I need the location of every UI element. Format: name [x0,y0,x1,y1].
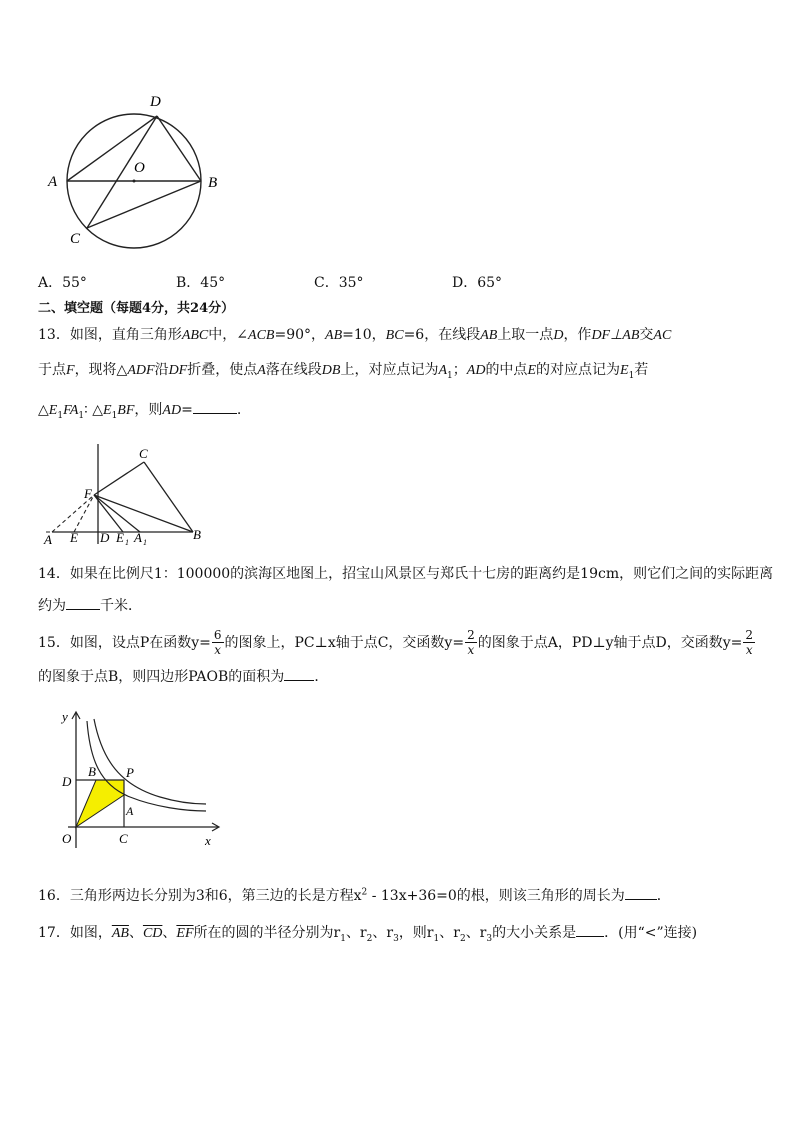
text: ABC [181,328,209,343]
label-c: C [70,231,81,247]
label-a1: A [134,530,142,545]
text: 、r [372,925,394,941]
text: BC [385,328,404,343]
text: 的图象于点B，则四边形PAOB的面积为 [38,669,285,685]
text: FA [63,403,79,418]
text: 、r [465,925,487,941]
answer-blank[interactable] [576,924,604,937]
label-e1: E [116,530,124,545]
option-c: C．35° [314,275,364,291]
subscript: 1 [628,370,635,381]
text: - 13x+36=0的根，则该三角形的周长为 [367,888,625,904]
answer-blank[interactable] [625,887,657,900]
text: 的中点 [485,362,528,378]
text: ．(用“<”连接) [604,925,698,941]
text: E [527,363,536,378]
subscript: 1 [340,933,346,944]
subscript: 1 [78,410,85,421]
option-b: B．45° [176,275,226,291]
numerator: 2 [467,627,475,642]
subscript: 3 [393,933,399,944]
q13-line1 [38,324,671,344]
superscript: 2 [361,887,368,898]
arc-cd: $\overline{CD}$ [142,926,163,941]
text: 16．三角形两边长分别为3和6，第三边的长是方程x [38,888,362,904]
label-e: E [70,530,78,545]
label-a: A [44,532,52,547]
text: BF [117,403,135,418]
text: =90°， [274,327,326,343]
label-b: B [88,764,96,779]
label-d: D [62,774,72,789]
text: AD [162,403,182,418]
denominator: x [214,642,222,657]
text: ，作 [563,327,592,343]
label-o: O [62,831,72,846]
text: E [103,403,112,418]
text: ，则r [398,925,434,941]
label-e1-sub: 1 [125,538,129,547]
numerator: 2 [745,627,754,642]
text: ． [314,669,329,685]
q15-graph-figure [50,705,230,855]
segment-fa1 [94,495,140,532]
option-a: A．55° [38,275,87,291]
q15-line1 [38,624,756,660]
text: ； [452,362,467,378]
text: 的大小关系是 [492,925,577,941]
text: E [48,403,58,418]
text: 、r [345,925,367,941]
q13-line3 [38,399,241,421]
label-p: P [126,765,134,780]
text: ． [656,888,671,904]
text: 约为 [38,598,66,614]
subscript: 1 [433,933,440,944]
segment-db [157,116,201,181]
segment-cb [144,462,193,532]
text: 、 [128,925,143,941]
denominator: x [745,642,753,657]
q13-line2 [38,359,648,381]
center-dot [133,180,136,183]
arc-ab: $\overline{AB}$ [111,926,129,941]
label-y: y [62,709,68,724]
text: AD [466,363,486,378]
numerator: 6 [213,627,222,642]
segment-dc [87,116,157,228]
label-d: D [150,94,161,110]
text: 若 [634,362,649,378]
text: 17．如图， [38,925,112,941]
subscript: 2 [366,933,373,944]
text: 沿 [154,362,169,378]
text: E [620,363,629,378]
label-d: D [100,530,110,545]
text: 的图象于点A，PD⊥y轴于点D，交函数y= [477,635,743,651]
text: 所在的圆的半径分别为r [193,925,341,941]
text: F [66,363,75,378]
text: 、r [439,925,460,941]
q14-line2 [38,595,142,615]
text: AB [325,328,343,343]
text: 交 [639,327,654,343]
section-heading: 二、填空题（每题4分，共24分） [38,301,235,316]
text: △ [38,402,49,418]
text: AC [653,328,672,343]
option-d: D．65° [452,275,503,291]
text: 折叠，使点 [187,362,258,378]
arc-ef: $\overline{EF}$ [176,926,194,941]
text: AB [480,328,498,343]
q15-line2 [38,666,328,686]
label-a1-sub: 1 [143,538,147,547]
text: D [553,328,564,343]
q12-circle-figure [40,90,230,250]
answer-blank[interactable] [284,668,314,681]
segment-cb [87,181,201,228]
text: ，则 [134,402,163,418]
text: =6，在线段 [403,327,481,343]
q17-line1 [38,922,697,944]
subscript: 2 [459,933,466,944]
text: A [257,363,266,378]
segment-fc [94,462,144,495]
text: 上取一点 [497,327,554,343]
subscript: 1 [447,370,453,381]
label-o: O [134,160,145,176]
text: =10， [342,327,386,343]
fraction-2-over-x [743,628,755,657]
label-f: F [84,486,92,501]
text: . [236,402,242,418]
label-a: A [126,804,134,818]
subscript: 3 [486,933,493,944]
text: 落在线段 [265,362,322,378]
text: ACB [248,328,275,343]
text: 15．如图，设点P在函数y= [38,635,211,651]
fraction-6-over-x [212,628,224,657]
text: 、 [162,925,177,941]
text: ∶ △ [84,402,103,418]
text: 上，对应点记为 [340,362,439,378]
text: DF [168,363,188,378]
q13-triangle-figure [36,440,216,550]
text: A [438,363,448,378]
label-b: B [208,175,218,191]
subscript: 1 [57,410,64,421]
text: DF⊥AB [591,328,640,343]
q14-line1: 14．如果在比例尺1：100000的滨海区地图上，招宝山风景区与郑氏十七房的距离约是19cm，则它们之间的实际距离 [38,566,774,582]
label-a: A [48,174,58,190]
shaded-region-paob [76,780,124,827]
fraction-2-over-x [465,628,477,657]
text: ，现将△ [74,362,128,378]
text: DB [321,363,341,378]
denominator: x [467,642,475,657]
text: ADF [127,363,155,378]
text: 中，∠ [208,327,249,343]
answer-blank[interactable] [193,401,237,414]
text: 的对应点记为 [536,362,620,378]
text: 于点 [38,362,66,378]
text: 的图象上，PC⊥x轴于点C，交函数y= [224,635,465,651]
subscript: 1 [111,410,118,421]
text: 千米． [100,598,142,614]
label-c: C [119,831,128,846]
label-x: x [205,833,211,848]
text: 13．如图，直角三角形 [38,327,182,343]
text: = [181,402,193,418]
label-c: C [139,446,148,461]
q16-line1 [38,885,671,905]
label-b: B [193,527,201,542]
answer-blank[interactable] [66,597,100,610]
